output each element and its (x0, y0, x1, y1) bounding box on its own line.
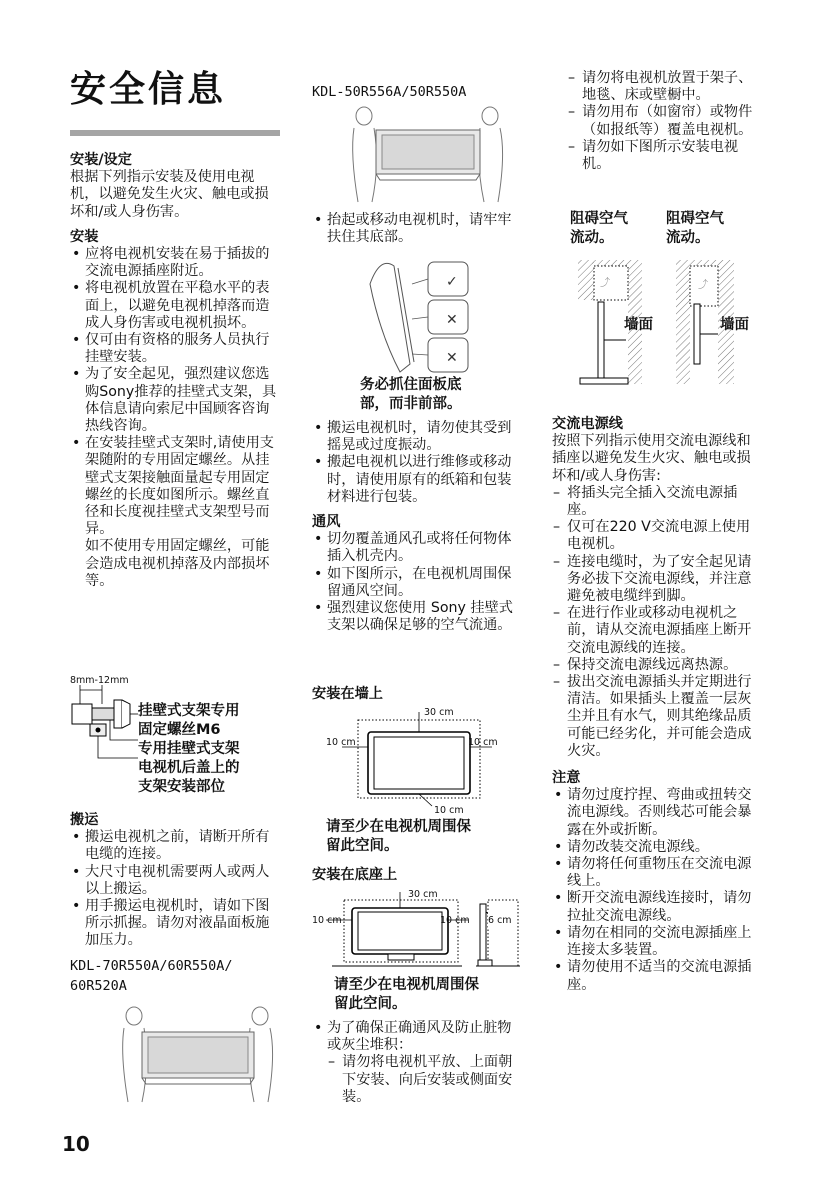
list-item: – 连接电缆时，为了安全起见请务必拔下交流电源线，并注意避免被电缆绊到脚。 (552, 554, 764, 606)
blocked-label-2b: 流动。 (666, 230, 710, 246)
wall-label-2: 墙面 (720, 317, 749, 333)
stand-right-clearance: 10 cm (440, 915, 470, 926)
list-item: – 保持交流电源线远离热源。 (552, 657, 764, 674)
list-item: • 请勿将任何重物压在交流电源线上。 (552, 856, 764, 890)
svg-text:✓: ✓ (446, 274, 458, 290)
screw-label-3: 专用挂壁式支架 (138, 741, 240, 757)
list-item: • 搬运电视机时，请勿使其受到摇晃或过度振动。 (312, 420, 524, 454)
section-heading-transport: 搬运 (70, 812, 99, 828)
title-underline (70, 130, 280, 136)
section-heading-stand-mount: 安装在底座上 (312, 867, 398, 883)
list-item: • 断开交流电源线连接时，请勿拉扯交流电源线。 (552, 890, 764, 924)
caution-list (552, 787, 764, 993)
page-title: 安全信息 (70, 69, 227, 110)
list-item: – 仅可在220 V交流电源上使用电视机。 (552, 519, 764, 553)
list-item: • 请勿使用不适当的交流电源插座。 (552, 959, 764, 993)
wall-left-clearance: 10 cm (326, 737, 356, 748)
lift-list (312, 212, 524, 246)
grip-illustration (360, 254, 480, 374)
list-item: – 拔出交流电源插头并定期进行清洁。如果插头上覆盖一层灰尘并且有水气，则其绝缘品质可能已经劣化，并可能会造成火灾。 (552, 674, 764, 760)
wall-top-clearance: 30 cm (424, 707, 454, 718)
section-heading-install-setup: 安装/设定 (70, 152, 132, 168)
wall-mount-diagram (312, 702, 524, 814)
svg-text:⤴: ⤴ (600, 278, 610, 289)
list-item: • 搬起电视机以进行维修或移动时，请使用原有的纸箱和包装材料进行包装。 (312, 454, 524, 506)
list-item: • 用手搬运电视机时，请如下图所示抓握。请勿对液晶面板施加压力。 (70, 898, 282, 950)
page-number: 10 (62, 1132, 90, 1156)
screw-label-5: 支架安装部位 (138, 779, 225, 795)
install-setup-intro: 根据下列指示安装及使用电视机，以避免发生火灾、触电或损坏和/或人身伤害。 (70, 169, 269, 220)
list-item: • 请勿过度拧捏、弯曲或扭转交流电源线。否则线芯可能会暴露在外或折断。 (552, 787, 764, 839)
carry-50-tv-illustration (346, 104, 506, 204)
install-note: 如不使用专用固定螺丝，可能会造成电视机掉落及内部损坏等。 (85, 538, 270, 589)
list-item: • 抬起或移动电视机时，请牢牢扶住其底部。 (312, 212, 524, 246)
grip-caption-1: 务必抓住面板底 (360, 377, 462, 393)
list-item: • 强烈建议您使用 Sony 挂壁式支架以确保足够的空气流通。 (312, 600, 524, 634)
stand-top-clearance: 30 cm (408, 889, 438, 900)
section-heading-wall-mount: 安装在墙上 (312, 686, 383, 702)
list-item: – 请勿如下图所示安装电视机。 (567, 139, 764, 173)
list-item: • 为了确保正确通风及防止脏物或灰尘堆积： (312, 1020, 524, 1054)
list-item: – 请勿将电视机平放、上面朝下安装、向后安装或侧面安装。 (327, 1054, 524, 1106)
blocked-label-1b: 流动。 (570, 230, 614, 246)
wall-bottom-clearance: 10 cm (434, 805, 464, 816)
list-item: – 将插头完全插入交流电源插座。 (552, 485, 764, 519)
stand-mount-diagram (312, 884, 524, 976)
ac-cord-intro: 按照下列指示使用交流电源线和插座以避免发生火灾、触电或损坏和/或人身伤害: (552, 433, 751, 484)
list-item: • 应将电视机安装在易于插拔的交流电源插座附近。 (70, 246, 282, 280)
ventilation-list (312, 531, 524, 634)
screw-label-2: 固定螺丝M6 (138, 722, 221, 738)
blocked-label-2a: 阻碍空气 (666, 211, 724, 227)
carry-large-tv-illustration (116, 1004, 276, 1104)
list-item: – 请勿用布（如窗帘）或物件（如报纸等）覆盖电视机。 (567, 104, 764, 138)
move-list (312, 420, 524, 506)
screw-label-1: 挂壁式支架专用 (138, 703, 240, 719)
wall-caption-2: 留此空间。 (326, 838, 399, 854)
list-item: – 在进行作业或移动电视机之前，请从交流电源插座上断开交流电源线的连接。 (552, 605, 764, 657)
grip-caption-2: 部，而非前部。 (360, 396, 462, 412)
list-item: – 请勿将电视机放置于架子、地毯、床或壁橱中。 (567, 70, 764, 104)
wall-right-clearance: 10 cm (468, 737, 498, 748)
list-item: • 为了安全起见，强烈建议您选购Sony推荐的挂壁式支架，具体信息请向索尼中国顾客咨询热线咨询。 (70, 366, 282, 435)
screw-figure (70, 672, 282, 802)
stand-caption-2: 留此空间。 (334, 996, 407, 1012)
wall-caption-1: 请至少在电视机周围保 (326, 819, 471, 835)
list-item: • 大尺寸电视机需要两人或两人以上搬运。 (70, 864, 282, 898)
models-50: KDL-50R556A/50R550A (312, 84, 467, 100)
list-item: • 搬运电视机之前，请断开所有电缆的连接。 (70, 829, 282, 863)
transport-models: KDL-70R550A/60R550A/ 60R520A (70, 957, 233, 994)
list-item: • 将电视机放置在平稳水平的表面上，以避免电视机掉落而造成人身伤害或电视机损坏。 (70, 280, 282, 332)
ac-cord-list (552, 485, 764, 760)
blocked-label-1a: 阻碍空气 (570, 211, 628, 227)
install-list (70, 246, 282, 538)
list-item: • 请勿在相同的交流电源插座上连接太多装置。 (552, 925, 764, 959)
section-heading-ac-cord: 交流电源线 (552, 416, 623, 432)
wall-label-1: 墙面 (624, 317, 653, 333)
list-item: • 在安装挂壁式支架时,请使用支架随附的专用固定螺丝。从挂壁式支架接触面量起专用固定螺丝的长度如图所示。螺丝直径和长度视挂壁式支架型号而异。 (70, 435, 282, 538)
list-item: • 如下图所示，在电视机周围保留通风空间。 (312, 566, 524, 600)
section-heading-install: 安装 (70, 228, 99, 245)
airflow-diagram (570, 210, 770, 390)
placement-sublist (552, 70, 764, 173)
list-item: • 仅可由有资格的服务人员执行挂壁安装。 (70, 332, 282, 366)
svg-text:✕: ✕ (446, 312, 458, 328)
section-heading-ventilation: 通风 (312, 514, 341, 531)
proper-vent-sublist (312, 1054, 524, 1106)
svg-text:⤴: ⤴ (698, 280, 708, 291)
stand-side-clearance: 6 cm (488, 912, 512, 929)
transport-list (70, 829, 282, 949)
stand-left-clearance: 10 cm (312, 915, 342, 926)
screw-dimension: 8mm-12mm (70, 675, 129, 686)
proper-vent-list (312, 1020, 524, 1054)
list-item: • 切勿覆盖通风孔或将任何物体插入机壳内。 (312, 531, 524, 565)
stand-caption-1: 请至少在电视机周围保 (334, 977, 479, 993)
list-item: • 请勿改装交流电源线。 (552, 839, 764, 856)
screw-label-4: 电视机后盖上的 (138, 760, 240, 776)
svg-text:✕: ✕ (446, 350, 458, 366)
section-heading-caution: 注意 (552, 770, 581, 787)
screw-diagram (70, 682, 140, 772)
